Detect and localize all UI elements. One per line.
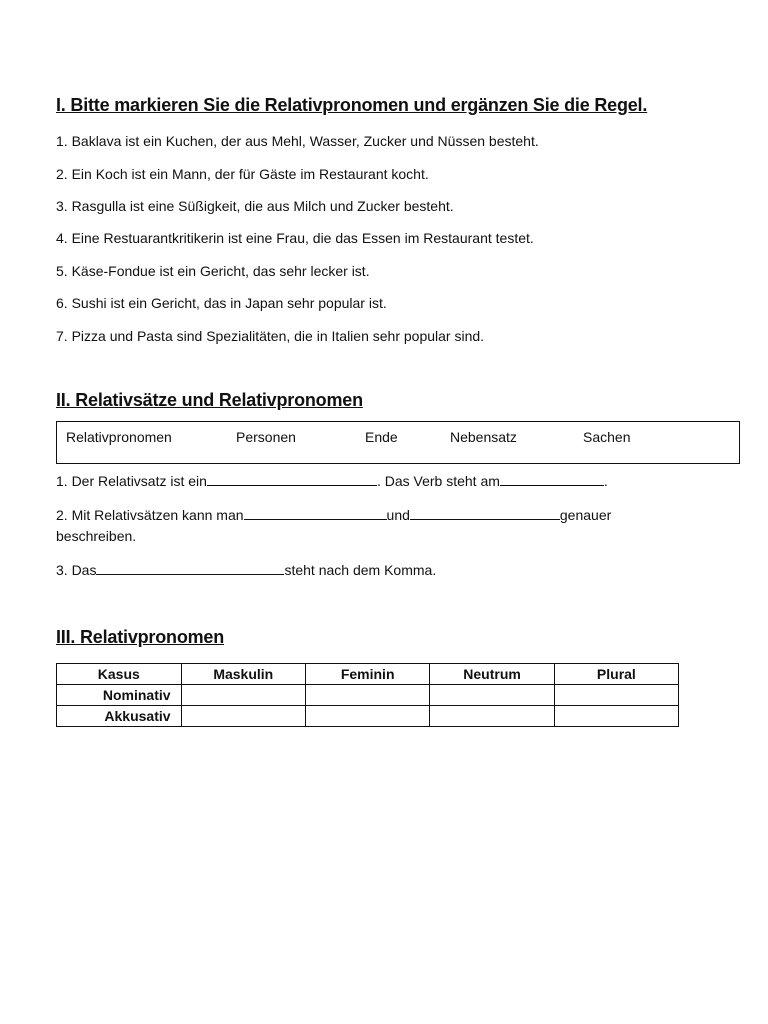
gap-text: . Das Verb steht am bbox=[376, 473, 500, 489]
gap-text: und bbox=[386, 507, 410, 523]
fill-in-blank[interactable] bbox=[244, 505, 387, 520]
gap-sentence-1 bbox=[56, 471, 608, 491]
fill-in-blank[interactable] bbox=[500, 471, 604, 486]
section1-title: I. Bitte markieren Sie die Relativpronomen und ergänzen Sie die Regel. bbox=[56, 95, 648, 115]
gap-text: 3. Das bbox=[56, 562, 97, 578]
gap-text: . bbox=[603, 473, 608, 489]
row-label-akkusativ: Akkusativ bbox=[57, 706, 182, 727]
table-header-row bbox=[57, 664, 679, 685]
gap-text: genauer bbox=[559, 507, 612, 523]
header-feminin: Feminin bbox=[305, 664, 429, 685]
pronoun-table bbox=[56, 663, 679, 727]
table-cell[interactable] bbox=[430, 706, 554, 727]
gap-sentence-2-cont: beschreiben. bbox=[56, 528, 137, 544]
word-bank-item: Relativpronomen bbox=[66, 429, 172, 445]
word-bank-box bbox=[56, 421, 740, 464]
word-bank-item: Ende bbox=[365, 429, 398, 445]
sentence-6: 6. Sushi ist ein Gericht, das in Japan sehr popular ist. bbox=[56, 295, 387, 311]
word-bank-item: Sachen bbox=[583, 429, 631, 445]
fill-in-blank[interactable] bbox=[410, 505, 560, 520]
row-label-nominativ: Nominativ bbox=[57, 685, 182, 706]
table-cell[interactable] bbox=[554, 685, 678, 706]
gap-sentence-2 bbox=[56, 505, 611, 525]
table-cell[interactable] bbox=[181, 685, 305, 706]
gap-text: 2. Mit Relativsätzen kann man bbox=[56, 507, 244, 523]
sentence-5: 5. Käse-Fondue ist ein Gericht, das sehr lecker ist. bbox=[56, 263, 370, 279]
table-cell[interactable] bbox=[181, 706, 305, 727]
sentence-3: 3. Rasgulla ist eine Süßigkeit, die aus Milch und Zucker besteht. bbox=[56, 198, 454, 214]
gap-sentence-3 bbox=[56, 560, 436, 580]
table-cell[interactable] bbox=[305, 706, 429, 727]
table-row bbox=[57, 706, 679, 727]
table-cell[interactable] bbox=[305, 685, 429, 706]
gap-text: steht nach dem Komma. bbox=[284, 562, 437, 578]
sentence-1: 1. Baklava ist ein Kuchen, der aus Mehl, Wasser, Zucker und Nüssen besteht. bbox=[56, 133, 539, 149]
table-cell[interactable] bbox=[554, 706, 678, 727]
fill-in-blank[interactable] bbox=[96, 560, 284, 575]
header-plural: Plural bbox=[554, 664, 678, 685]
header-maskulin: Maskulin bbox=[181, 664, 305, 685]
header-neutrum: Neutrum bbox=[430, 664, 554, 685]
gap-text: 1. Der Relativsatz ist ein bbox=[56, 473, 207, 489]
table-row bbox=[57, 685, 679, 706]
section2-title: II. Relativsätze und Relativpronomen bbox=[56, 390, 363, 410]
section3-title: III. Relativpronomen bbox=[56, 627, 225, 647]
word-bank-item: Personen bbox=[236, 429, 296, 445]
sentence-2: 2. Ein Koch ist ein Mann, der für Gäste im Restaurant kocht. bbox=[56, 166, 429, 182]
fill-in-blank[interactable] bbox=[207, 471, 377, 486]
table-cell[interactable] bbox=[430, 685, 554, 706]
word-bank-item: Nebensatz bbox=[450, 429, 517, 445]
header-kasus: Kasus bbox=[57, 664, 182, 685]
sentence-7: 7. Pizza und Pasta sind Spezialitäten, die in Italien sehr popular sind. bbox=[56, 328, 485, 344]
sentence-4: 4. Eine Restuarantkritikerin ist eine Frau, die das Essen im Restaurant testet. bbox=[56, 230, 534, 246]
